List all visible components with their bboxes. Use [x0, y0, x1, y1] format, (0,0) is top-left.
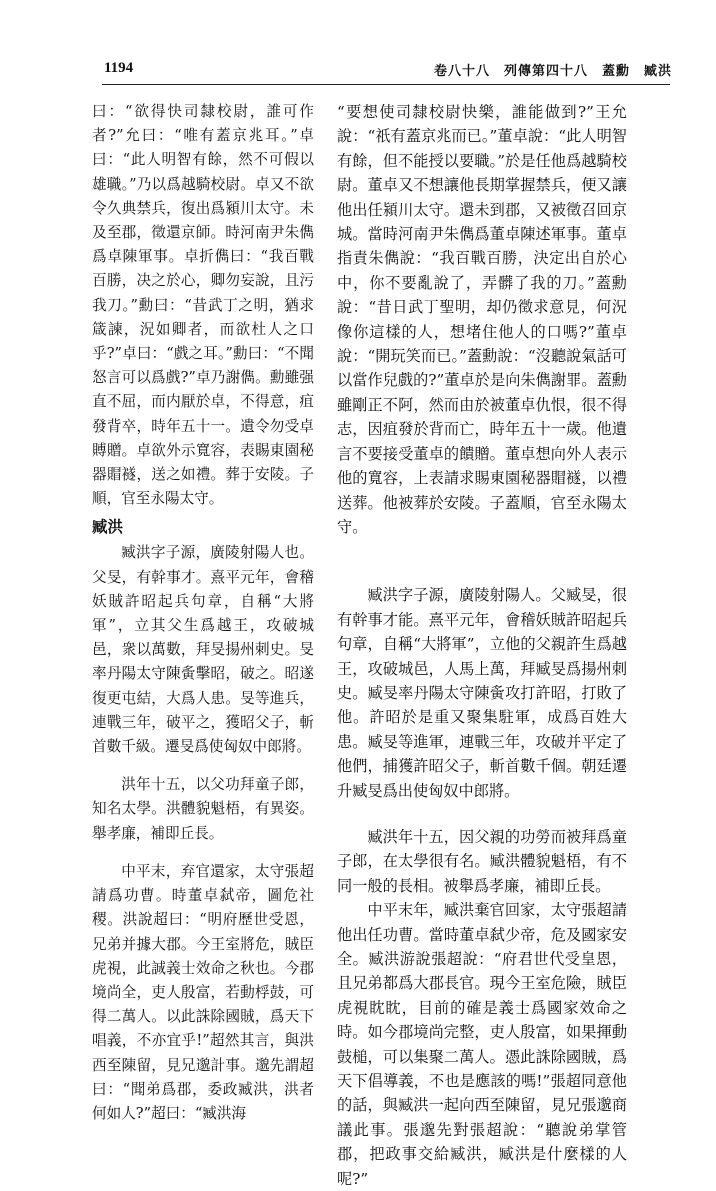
translation-paragraph-4: 中平末年，臧洪棄官回家，太守張超請他出任功曹。當時董卓弑少帝，危及國家安全。臧洪游說張超說：“府君世代受皇恩，且兄弟都爲大郡長官。現今王室危險，賊臣虎視眈眈，目前的確是義士爲國家效命之時。如今郡境尚完整，吏人殷富，如果揮動鼓槌，可以集聚二萬人。憑此誅除國賊，爲天下倡導義，不也是應該的嗎!”張超同意他的話，與臧洪一起向西至陳留，見兄張邈商議此事。張邈先對張超說：“聽說弟掌管郡，把政事交給臧洪，臧洪是什麼樣的人呢?”: [337, 901, 627, 1188]
page-header: [0, 60, 716, 84]
running-head: 卷八十八 列傳第四十八 蓋勳 臧洪: [433, 64, 672, 79]
section-heading: 臧洪: [92, 517, 124, 537]
page-number: 1194: [104, 60, 134, 76]
classical-paragraph-1: 曰：“欲得快司隸校尉，誰可作者?”允曰：“唯有蓋京兆耳。”卓曰：“此人明智有餘，然不可假以雄職。”乃以爲越騎校尉。卓又不欲令久典禁兵，復出爲潁川太守。未及至郡，徵還京師。時河南尹朱儁爲卓陳軍事。卓折儁曰：“我百戰百勝，决之於心，卿勿妄說，且污我刀。”勳曰：“昔武丁之明，猶求箴諫，況如卿者，而欲杜人之口乎?”卓曰：“戲之耳。”勳曰：“不聞怒言可以爲戲?”卓乃謝儁。勳雖强直不屈，而内厭於卓，不得意，疽發背卒，時年五十一。遺令勿受卓賻贈。卓欲外示寬容，表賜東園秘器賵襚，送之如禮。葬于安陵。子順，官至永陽太守。: [92, 103, 314, 508]
translation-column: [337, 100, 627, 1191]
header-rule: [102, 84, 670, 85]
classical-text-column: [92, 100, 314, 1126]
translation-paragraph-1: “要想使司隸校尉快樂，誰能做到?”王允說：“祇有蓋京兆而已。”董卓說：“此人明智有餘，但不能授以要職。”於是任他爲越騎校尉。董卓又不想讓他長期掌握禁兵，便又讓他出任潁川太守。還未到郡，又被徵召回京城。當時河南尹朱儁爲董卓陳述軍事。董卓指責朱儁說：“我百戰百勝，決定出自於心中，你不要亂說了，弄髒了我的刀。”蓋勳說：“昔日武丁聖明，却仍徵求意見，何況像你這樣的人，想堵住他人的口嗎?”董卓說：“開玩笑而已。”蓋勳說：“沒聽說氣話可以當作兒戲的?”董卓於是向朱儁謝罪。蓋勳雖剛正不阿，然而由於被董卓仇恨，很不得志，因疽發於背而亡，時年五十一歲。他遺言不要接受董卓的饋贈。董卓想向外人表示他的寬容，上表請求賜東園秘器賵襚，以禮送葬。他被葬於安陵。子蓋順，官至永陽太守。: [337, 103, 627, 536]
classical-paragraph-2: 臧洪字子源，廣陵射陽人也。父旻，有幹事才。熹平元年，會稽妖賊許昭起兵句章，自稱“大將軍”，立其父生爲越王，攻破城邑，衆以萬數，拜旻揚州刺史。旻率丹陽太守陳夤擊昭，破之。昭遂復更屯結，大爲人患。旻等進兵，連戰三年，破平之，獲昭父子，斬首數千級。遷旻爲使匈奴中郎將。: [92, 544, 314, 756]
classical-paragraph-4: 中平末，弃官還家，太守張超請爲功曹。時董卓弑帝，圖危社稷。洪說超曰：“明府歷世受恩，兄弟并據大郡。今王室將危，賊臣虎視，此誠義士效命之秋也。今郡境尚全，吏人殷富，若動桴鼓，可得二萬人。以此誅除國賊，爲天下唱義，不亦宜乎!”超然其言，與洪西至陳留，見兄邈計事。邈先謂超曰：“聞弟爲郡，委政臧洪，洪者何如人?”超曰：“臧洪海: [92, 862, 314, 1122]
translation-paragraph-3: 臧洪年十五，因父親的功勞而被拜爲童子郎，在太學很有名。臧洪體貌魁梧，有不同一般的長相。被舉爲孝廉，補即丘長。: [337, 827, 627, 895]
classical-paragraph-3: 洪年十五，以父功拜童子郎，知名太學。洪體貌魁梧，有異姿。舉孝廉，補即丘長。: [92, 776, 314, 842]
translation-paragraph-2: 臧洪字子源，廣陵射陽人。父臧旻，很有幹事才能。熹平元年，會稽妖賊許昭起兵句章，自稱“大將軍”，立他的父親許生爲越王，攻破城邑，人馬上萬，拜臧旻爲揚州刺史。臧旻率丹陽太守陳夤攻打許昭，打敗了他。許昭於是重又聚集駐軍，成爲百姓大患。臧旻等進軍，連戰三年，攻破并平定了他們，捕獲許昭父子，斬首數千個。朝廷遷升臧旻爲出使匈奴中郎將。: [337, 586, 627, 800]
